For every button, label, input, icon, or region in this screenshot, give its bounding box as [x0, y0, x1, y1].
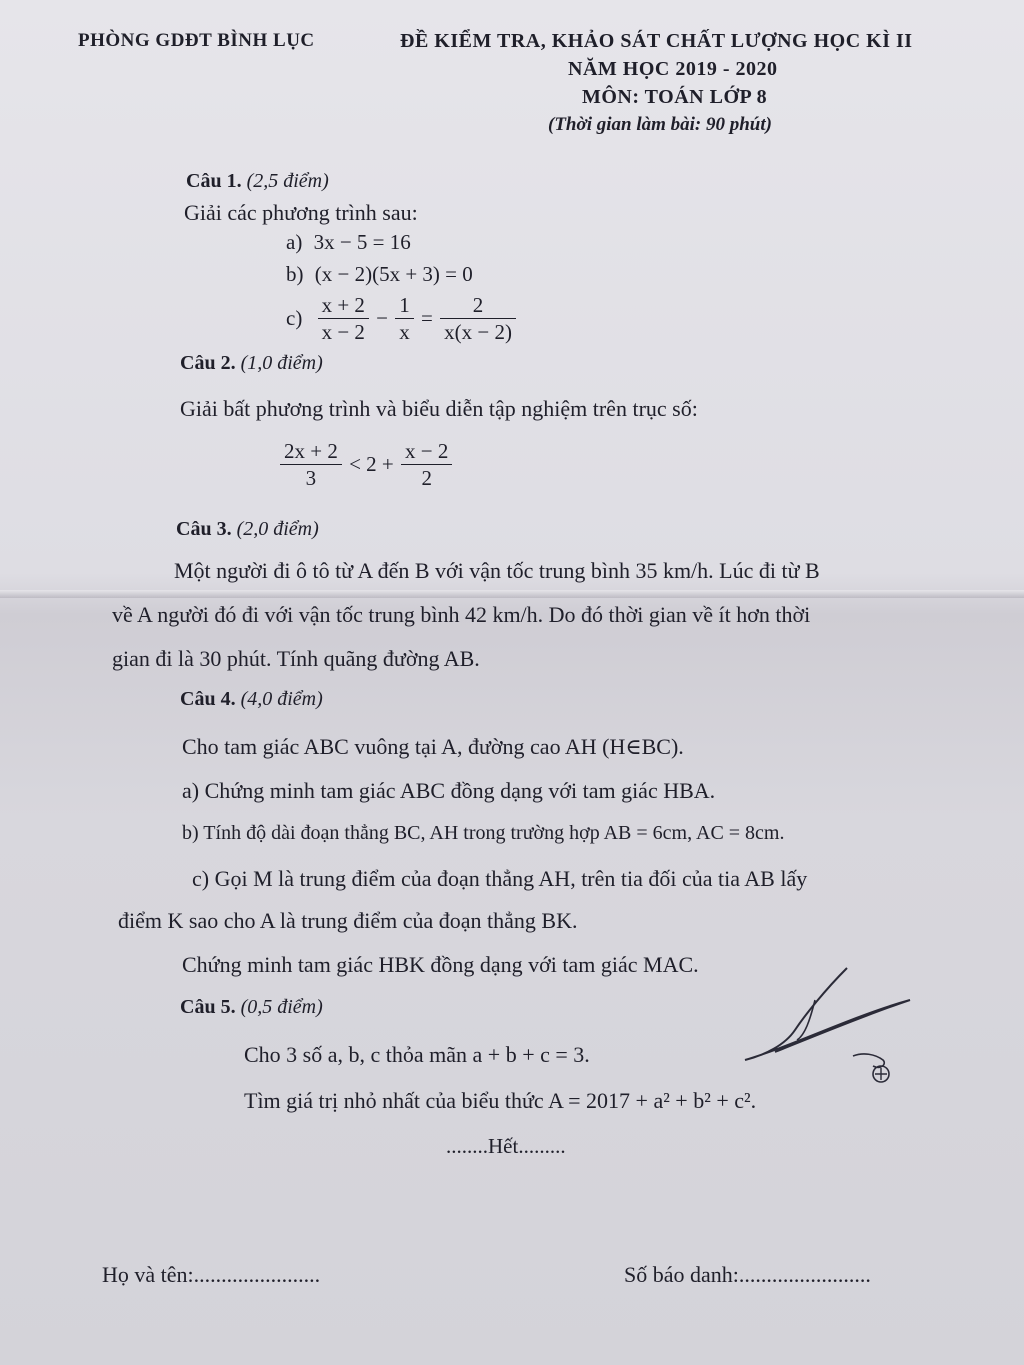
q1-instruction: Giải các phương trình sau:: [184, 200, 418, 225]
exam-title: ĐỀ KIỂM TRA, KHẢO SÁT CHẤT LƯỢNG HỌC KÌ II: [400, 30, 913, 52]
q1-points: (2,5 điểm): [246, 170, 329, 192]
q2-f1-denominator: 3: [305, 466, 317, 490]
subject: MÔN: TOÁN LỚP 8: [582, 86, 768, 108]
q4-intro: Cho tam giác ABC vuông tại A, đường cao AH (H∈BC).: [182, 734, 684, 759]
q1-part-c: [286, 292, 518, 345]
q1-c-equals: =: [421, 306, 433, 330]
q1-c-f1-numerator: x + 2: [318, 292, 369, 319]
q2-instruction: Giải bất phương trình và biểu diễn tập nghiệm trên trục số:: [180, 396, 698, 421]
q3-line-3: gian đi là 30 phút. Tính quãng đường AB.: [112, 646, 480, 671]
q1-c-fraction-2: [395, 292, 414, 345]
q2-fraction-2: [401, 438, 452, 491]
q1-c-f3-numerator: 2: [440, 292, 516, 319]
q2-f2-denominator: 2: [421, 466, 432, 490]
duration: (Thời gian làm bài: 90 phút): [548, 114, 772, 135]
q2-inequality: [278, 438, 454, 491]
q3-line-2: về A người đó đi với vận tốc trung bình 42 km/h. Do đó thời gian về ít hơn thời: [112, 602, 811, 627]
student-name-field: Họ và tên:.......................: [102, 1262, 321, 1287]
q1-c-f1-denominator: x − 2: [321, 320, 365, 344]
end-mark: ........Hết.........: [446, 1134, 566, 1158]
q2-points: (1,0 điểm): [240, 352, 323, 374]
q2-fraction-1: [280, 438, 342, 491]
q2-label: Câu 2.: [180, 352, 236, 374]
q1-label: Câu 1.: [186, 170, 242, 192]
q2-f1-numerator: 2x + 2: [280, 438, 342, 465]
q1-c-label: c): [286, 306, 303, 330]
q3-line-1: Một người đi ô tô từ A đến B với vận tốc trung bình 35 km/h. Lúc đi từ B: [174, 558, 820, 583]
school-name: PHÒNG GDĐT BÌNH LỤC: [78, 30, 315, 51]
q4-title: [180, 688, 323, 711]
q5-points: (0,5 điểm): [240, 996, 323, 1018]
q1-c-fraction-1: [318, 292, 369, 345]
q4-points: (4,0 điểm): [240, 688, 323, 710]
q1-part-b: [286, 262, 473, 287]
q4-part-c-line-3: Chứng minh tam giác HBK đồng dạng với tam giác MAC.: [182, 952, 699, 977]
q5-line-2: Tìm giá trị nhỏ nhất của biểu thức A = 2017 + a² + b² + c².: [244, 1088, 757, 1113]
q3-label: Câu 3.: [176, 518, 232, 540]
q2-middle: < 2 +: [349, 452, 394, 476]
q4-label: Câu 4.: [180, 688, 236, 710]
q4-part-c-line-2: điểm K sao cho A là trung điểm của đoạn thẳng BK.: [118, 908, 578, 933]
q1-c-f2-numerator: 1: [395, 292, 414, 319]
q1-a-label: a): [286, 230, 303, 254]
q1-b-label: b): [286, 262, 304, 286]
q1-c-fraction-3: [440, 292, 516, 345]
q1-a-equation: 3x − 5 = 16: [313, 230, 411, 254]
student-id-field: Số báo danh:........................: [624, 1262, 871, 1287]
q4-part-c-line-1: c) Gọi M là trung điểm của đoạn thẳng AH, trên tia đối của tia AB lấy: [192, 866, 808, 891]
q1-part-a: [286, 230, 411, 255]
q2-f2-numerator: x − 2: [401, 438, 452, 465]
q1-c-f2-denominator: x: [399, 320, 410, 344]
q1-title: [186, 170, 329, 193]
q1-c-f3-denominator: x(x − 2): [444, 320, 512, 344]
q4-part-a: a) Chứng minh tam giác ABC đồng dạng với tam giác HBA.: [182, 778, 716, 803]
q3-points: (2,0 điểm): [236, 518, 319, 540]
q1-c-minus: −: [376, 306, 389, 330]
q5-label: Câu 5.: [180, 996, 236, 1018]
signature-mark: [735, 960, 915, 1100]
q2-title: [180, 352, 323, 375]
q1-b-equation: (x − 2)(5x + 3) = 0: [314, 262, 473, 286]
q5-title: [180, 996, 323, 1019]
q4-part-b: b) Tính độ dài đoạn thẳng BC, AH trong trường hợp AB = 6cm, AC = 8cm.: [182, 822, 785, 844]
school-year: NĂM HỌC 2019 - 2020: [568, 58, 778, 80]
paper-fold: [0, 590, 1024, 598]
q5-line-1: Cho 3 số a, b, c thỏa mãn a + b + c = 3.: [244, 1042, 590, 1067]
q3-title: [176, 518, 319, 541]
